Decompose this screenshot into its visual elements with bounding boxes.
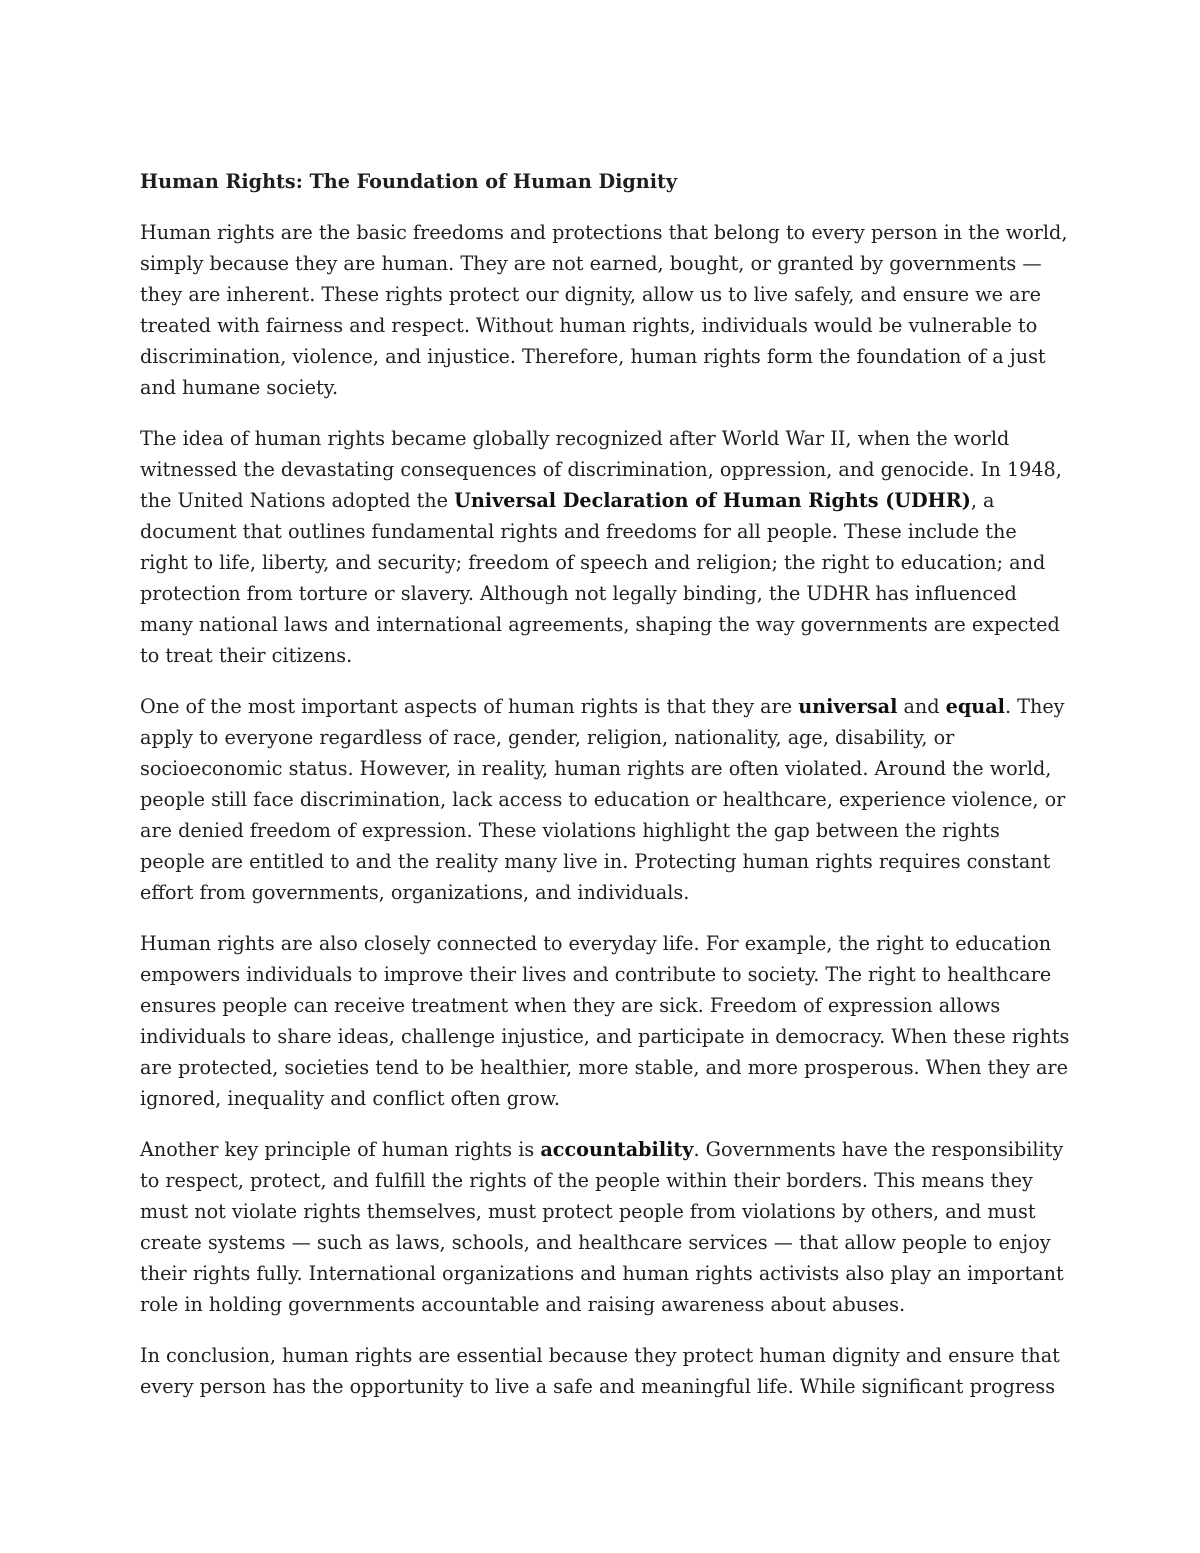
universal-emphasis: universal [798,695,898,718]
paragraph-universality [140,691,1070,908]
accountability-emphasis: accountability [540,1138,694,1161]
paragraph-everyday-life: Human rights are also closely connected to everyday life. For example, the right to education empowers individuals to improve their lives and contribute to society. The right to healthcare ensures people can receive treatment when they are sick. Freedom of expression allows individuals to share ideas, challenge injustice, and participate in democracy. When these rights are protected, societies tend to be healthier, more stable, and more prosperous. When they are ignored, inequality and conflict often grow. [140,932,1070,1110]
udhr-emphasis: Universal Declaration of Human Rights (UDHR) [454,489,971,512]
paragraph-introduction: Human rights are the basic freedoms and protections that belong to every person in the world, simply because they are human. They are not earned, bought, or granted by governments — they are inherent. These rights protect our dignity, allow us to live safely, and ensure we are treated with fairness and respect. Without human rights, individuals would be vulnerable to discrimination, violence, and injustice. Therefore, human rights form the foundation of a just and humane society. [140,221,1068,399]
document-title: Human Rights: The Foundation of Human Dignity [140,170,678,193]
equal-emphasis: equal [945,695,1005,718]
paragraph-text: The idea of human rights became globally recognized after World War II, when the world witnessed the devastating consequences of discrimination, oppression, and genocide. In 1948, the United Nations adopted the [140,427,1062,512]
paragraph-udhr-history [140,423,1070,671]
paragraph-text: One of the most important aspects of human rights is that they are [140,695,799,718]
paragraph-conclusion: In conclusion, human rights are essential because they protect human dignity and ensure that every person has the opportunity to live a safe and meaningful life. While significant progress [140,1344,1060,1398]
paragraph-text: , a document that outlines fundamental rights and freedoms for all people. These include the right to life, liberty, and security; freedom of speech and religion; the right to education; and protection from torture or slavery. Although not legally binding, the UDHR has influenced many national laws and international agreements, shaping the way governments are expected to treat their citizens. [140,489,1060,667]
paragraph-text: and [897,695,946,718]
paragraph-text: . Governments have the responsibility to respect, protect, and fulfill the rights of the people within their borders. This means they must not violate rights themselves, must protect people from violations by others, and must create systems — such as laws, schools, and healthcare services — that allow people to enjoy their rights fully. International organizations and human rights activists also play an important role in holding governments accountable and raising awareness about abuses. [140,1138,1064,1316]
paragraph-accountability [140,1134,1070,1320]
paragraph-text: . They apply to everyone regardless of race, gender, religion, nationality, age, disability, or socioeconomic status. However, in reality, human rights are often violated. Around the world, people still face discrimination, lack access to education or healthcare, experience violence, or are denied freedom of expression. These violations highlight the gap between the rights people are entitled to and the reality many live in. Protecting human rights requires constant effort from governments, organizations, and individuals. [140,695,1066,904]
paragraph-text: Another key principle of human rights is [140,1138,541,1161]
document-body [140,166,1070,1422]
